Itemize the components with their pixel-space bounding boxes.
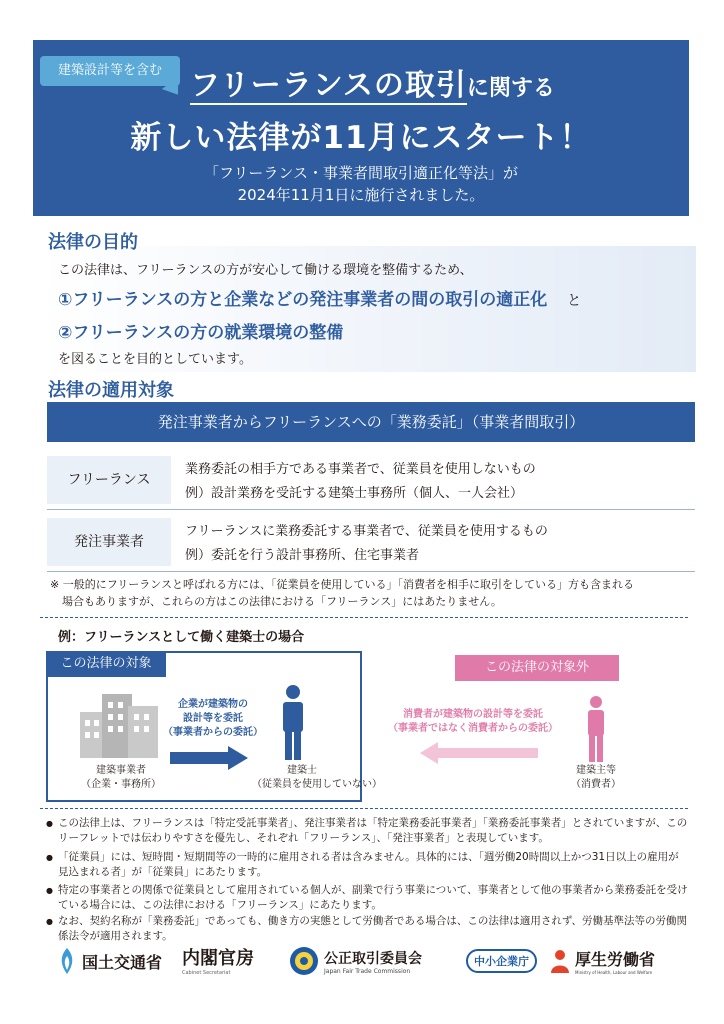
purpose-point2: ②フリーランスの方の就業環境の整備 (58, 323, 344, 343)
example-title: 例：フリーランスとして働く建築士の場合 (58, 630, 305, 645)
subtitle-line1: 「フリーランス・事業者間取引適正化等法」が (204, 164, 518, 182)
bullet-item: ● 「従業員」には、短時間・短期間等の一時的に雇用される者は含みません。具体的には、「週労働20時間以上かつ31日以上の雇用が見込まれる者」が「従業員」にあたります。 (58, 850, 688, 880)
jftc-text (324, 948, 422, 975)
in-arrow-text (158, 698, 268, 740)
cabinet-sub: Cabinet Secretariat (182, 970, 231, 976)
bullet-item: ● この法律上は、フリーランスは「特定受託事業者」、発注事業者は「特定業務委託事業者」「業務委託事業者」とされていますが、このリーフレットでは伝わりやすさを優先し、それぞれ「フリーランス」、「発注事業者」と表現しています。 (58, 816, 688, 846)
row-example: 例）設計業務を受託する建築士事務所（個人、一人会社） (185, 486, 524, 501)
mhlw-sub: Ministry of Health, Labour and Welfare (575, 970, 653, 975)
cabinet-name: 内閣官房 (182, 948, 254, 969)
jftc-logo (288, 944, 422, 978)
in-scope-label: この法律の対象 (46, 651, 166, 677)
scope-table-header: 発注事業者からフリーランスへの「業務委託」（事業者間取引） (47, 402, 695, 442)
out-arrow-text-2: （事業者ではなく消費者からの委託） (388, 723, 558, 734)
row-definition: フリーランスに業務委託する事業者で、従業員を使用するもの (185, 524, 548, 539)
mhlw-name: 厚生労働省 (575, 950, 656, 969)
company-label-1: 建築事業者 (96, 765, 146, 776)
divider (40, 617, 688, 618)
jftc-sub: Japan Fair Trade Commission (324, 967, 411, 975)
consumer-label (566, 764, 626, 792)
company-label (76, 764, 166, 792)
jftc-name: 公正取引委員会 (324, 950, 422, 967)
architect-label (252, 764, 382, 792)
buildings-icon (80, 690, 160, 760)
mhlw-emblem-icon (548, 947, 572, 975)
jftc-emblem-icon (288, 945, 320, 977)
scope-note-line2: 場合もありますが、これらの方はこの法律における「フリーランス」にはあたりません。 (62, 595, 502, 608)
consumer-label-1: 建築主等 (576, 765, 616, 776)
title-small: に関する (466, 76, 555, 101)
bullet-item: ● なお、契約名称が「業務委託」であっても、働き方の実態として労働者である場合は、この法律は適用されず、労働基準法等の労働関係法令が適用されます。 (58, 914, 688, 944)
consumer-person-icon (586, 696, 606, 762)
row-definition: 業務委託の相手方である事業者で、従業員を使用しないもの (185, 462, 536, 477)
mhlw-logo (548, 944, 655, 978)
scope-note-line1: ※ 一般的にフリーランスと呼ばれる方には、「従業員を使用している」「消費者を相手に取引をしている」方も含まれる (50, 578, 634, 591)
purpose-outro: を図ることを目的としています。 (58, 352, 252, 367)
bullet-item: ● 特定の事業者との関係で従業員として雇用されている個人が、副業で行う事業について、事業者として他の事業者から業務委託を受けている場合には、この法律における「フリーランス」にあたります。 (58, 883, 688, 913)
out-arrow-text (388, 708, 558, 736)
row-label: 発注事業者 (47, 518, 171, 566)
row-example: 例）委託を行う設計事務所、住宅事業者 (185, 548, 420, 563)
header-tag: 建築設計等を含む (40, 56, 180, 86)
title-big: フリーランスの取引 (190, 68, 467, 103)
header-subtitle (33, 162, 689, 206)
purpose-point1-text: ①フリーランスの方と企業などの発注事業者の間の取引の適正化 (58, 290, 548, 310)
mlit-name: 国土交通省 (82, 952, 163, 972)
arrow-left-icon (420, 742, 540, 764)
architect-label-1: 建築士 (287, 765, 317, 776)
purpose-intro: この法律は、フリーランスの方が安心して働ける環境を整備するため、 (58, 263, 473, 278)
architect-label-2: （従業員を使用していない） (252, 779, 382, 790)
in-arrow-text-3: （事業者からの委託） (163, 727, 263, 738)
out-of-scope-label: この法律の対象外 (455, 655, 619, 681)
consumer-label-2: （消費者） (571, 779, 621, 790)
title-line2: 新しい法律が11月にスタート！ (130, 120, 592, 156)
cabinet-logo (182, 944, 254, 978)
title-line1 (190, 60, 670, 104)
row-label: フリーランス (47, 456, 171, 504)
mlit-logo (56, 944, 162, 978)
table-row (47, 450, 695, 510)
purpose-point1 (58, 285, 581, 310)
purpose-point1-suffix: と (567, 293, 582, 309)
sme-name: 中小企業庁 (466, 949, 537, 973)
architect-person-icon (280, 684, 306, 760)
table-row (47, 512, 695, 572)
subtitle-line2: 2024年11月1日に施行されました。 (237, 186, 485, 204)
sme-logo (466, 944, 537, 978)
arrow-right-icon (170, 746, 250, 770)
out-arrow-text-1: 消費者が建築物の設計等を委託 (403, 709, 543, 720)
mhlw-text (575, 947, 655, 975)
mlit-emblem-icon (56, 946, 78, 976)
purpose-heading: 法律の目的 (48, 232, 138, 253)
divider (40, 808, 688, 809)
company-label-2: （企業・事務所） (81, 779, 161, 790)
in-arrow-text-1: 企業が建築物の (178, 699, 248, 710)
scope-heading: 法律の適用対象 (48, 380, 174, 401)
in-arrow-text-2: 設計等を委託 (183, 713, 243, 724)
